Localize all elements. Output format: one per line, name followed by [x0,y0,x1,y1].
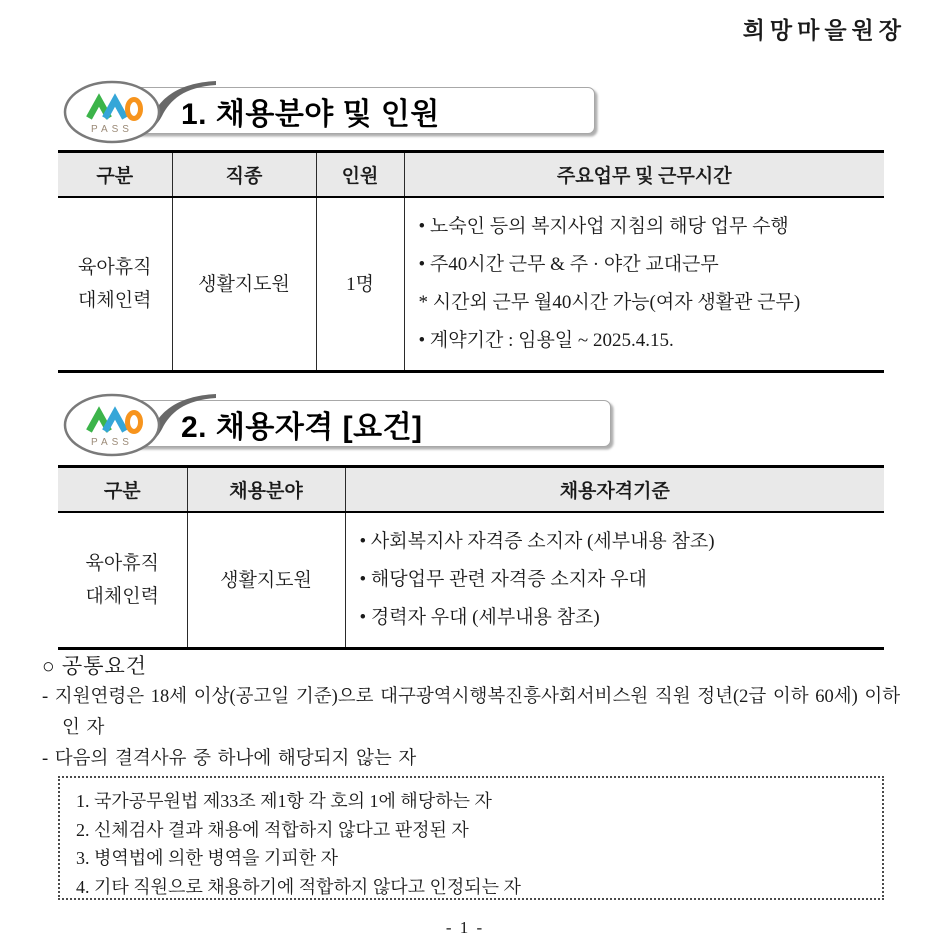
col-header-category: 구분 [58,152,172,198]
category-line-1: 육아휴직 [78,257,152,278]
disqualification-box [58,776,884,900]
common-requirement-line-continuation: 인 자 [62,718,105,738]
section-2-title: 2. 채용자격 [요건] [181,410,423,444]
category-line-2: 대체인력 [78,290,152,311]
cell-category [58,512,187,649]
pass-logo-icon [58,393,218,457]
section-2-banner [58,393,678,457]
logo-pass-text: PASS [91,124,133,135]
qualification-table [58,465,884,650]
logo-pass-text: PASS [91,437,133,448]
table-header-row [58,467,884,513]
pass-logo-icon [58,80,218,144]
cell-field: 생활지도원 [187,512,345,649]
criteria-line: • 사회복지사 자격증 소지자 (세부내용 참조) [359,531,715,552]
category-line-1: 육아휴직 [85,553,159,574]
common-requirement-line: - 지원연령은 18세 이상(공고일 기준)으로 대구광역시행복진흥사회서비스원 직원 정년(2급 이하 60세) 이하 [42,687,901,707]
duty-line: • 주40시간 근무 & 주 · 야간 교대근무 [418,254,719,275]
page-number: - 1 - [445,918,485,937]
recruitment-field-table [58,150,884,373]
criteria-line: • 해당업무 관련 자격증 소지자 우대 [359,569,647,590]
disqualification-item: 1. 국가공무원법 제33조 제1항 각 호의 1에 해당하는 자 [76,791,492,811]
cell-criteria [345,512,884,649]
criteria-line: • 경력자 우대 (세부내용 참조) [359,607,600,628]
col-header-duties: 주요업무 및 근무시간 [404,152,884,198]
section-1-banner [58,80,658,144]
cell-job-type: 생활지도원 [172,197,316,372]
table-row [58,512,884,649]
duty-line: • 노숙인 등의 복지사업 지침의 해당 업무 수행 [418,216,789,237]
section-1-title: 1. 채용분야 및 인원 [181,97,440,131]
common-requirements-section [42,650,908,775]
col-header-category: 구분 [58,467,187,513]
table-row [58,197,884,372]
col-header-criteria: 채용자격기준 [345,467,884,513]
col-header-field: 채용분야 [187,467,345,513]
table-header-row [58,152,884,198]
cell-category [58,197,172,372]
col-header-job-type: 직종 [172,152,316,198]
duty-line: * 시간외 근무 월40시간 가능(여자 생활관 근무) [418,292,801,313]
disqualification-item: 3. 병역법에 의한 병역을 기피한 자 [76,848,339,868]
cell-duties [404,197,884,372]
common-requirement-line: - 다음의 결격사유 중 하나에 해당되지 않는 자 [42,749,417,769]
disqualification-item: 4. 기타 직원으로 채용하기에 적합하지 않다고 인정되는 자 [76,876,521,897]
category-line-2: 대체인력 [85,586,159,607]
col-header-headcount: 인원 [316,152,404,198]
disqualification-item: 2. 신체검사 결과 채용에 적합하지 않다고 판정된 자 [76,819,469,840]
document-signer-label: 희망마을원장 [742,18,906,43]
cell-headcount: 1명 [316,197,404,372]
duty-line: • 계약기간 : 임용일 ~ 2025.4.15. [418,330,674,351]
common-requirements-heading: ○ 공통요건 [42,654,148,678]
